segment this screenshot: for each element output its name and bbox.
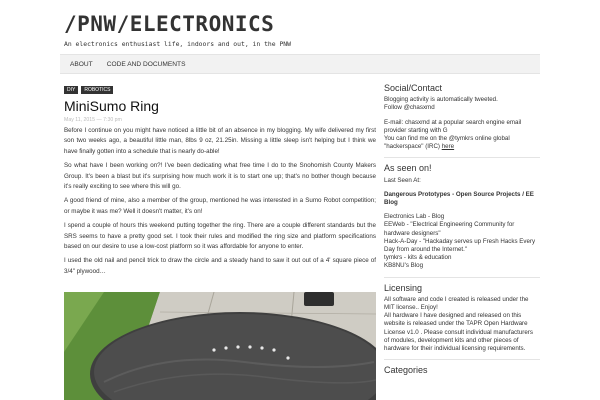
licensing-text: License v1.0 . Please consult individual manufacturers [384, 328, 533, 336]
post-photo-sumo-ring [64, 292, 376, 400]
sidebar [384, 84, 540, 378]
post-paragraph: I spend a couple of hours this weekend putting together the ring. There are a couple different standards but the SRS seems to have a pretty good set. I took their rules and modified the ring size and platform specifications based on our desire to use a low-cost platform so it was affordable for anyone to enter. [64, 222, 376, 251]
post-title[interactable]: MiniSumo Ring [64, 98, 159, 114]
licensing-text: website is released under the TAPR Open Hardware [384, 320, 528, 328]
irc-text: You can find me on the @tymkrs online global [384, 135, 510, 143]
site-tagline: An electronics enthusiast life, indoors and out, in the PNW [64, 40, 292, 48]
social-contact-widget [384, 96, 540, 151]
licensing-widget [384, 296, 540, 353]
licensing-text: All software and code I created is released under the [384, 295, 529, 303]
irc-text-cont: "hackerspace" (IRC) [384, 143, 440, 151]
divider [384, 157, 540, 158]
featured-link-dangerous-prototypes-cont[interactable]: Blog [384, 199, 398, 207]
categories-heading: Categories [384, 365, 428, 376]
social-tweet-note: Blogging activity is automatically tweeted. [384, 96, 498, 104]
seen-link-eeweb[interactable]: EEWeb - "Electrical Engineering Community for [384, 221, 515, 229]
as-seen-on-widget [384, 177, 540, 271]
licensing-text: All hardware I have designed and released on this [384, 312, 522, 320]
seen-link-kb8nu[interactable]: KB8NU's Blog [384, 262, 424, 270]
post-paragraph: So what have I been working on?! I've been dedicating what free time I do to the Snohomish County Makers Group. It's been a blast but it's surprising how much work it is to start one up; that's no bother though because it's really exciting to see where this will go. [64, 162, 376, 191]
licensing-text: hardware for their individual licensing requirements. [384, 345, 526, 353]
main-navigation [60, 54, 540, 74]
licensing-text: MIT license.. Enjoy! [384, 304, 438, 312]
post-tags [64, 86, 113, 94]
licensing-text: of modules, development kits and other pieces of [384, 336, 519, 344]
email-text: E-mail: chasxmd at a popular search engine email [384, 118, 522, 126]
post-paragraph: A good friend of mine, also a member of the group, mentioned he was interested in a Sumo Robot competition; or maybe it was me? Well it doesn't matter, it's on! [64, 197, 376, 215]
site-title[interactable]: /PNW/ELECTRONICS [64, 12, 275, 36]
seen-link-eeweb-cont: hardware designers" [384, 229, 441, 237]
last-seen-label: Last Seen At: [384, 176, 421, 184]
post-paragraph: Before I continue on you might have noticed a little bit of an absence in my blogging. My wife delivered my first son two weeks ago, a beautiful little man, 8lbs 9 oz, 21.25in. Missing a little sleep isn't helping but I think we have finally gotten into a schedule that is nearly do-able! [64, 127, 376, 155]
nav-item-code-and-documents[interactable]: CODE AND DOCUMENTS [106, 60, 186, 68]
twitter-follow-link[interactable]: Follow @chasxmd [384, 104, 435, 112]
email-text-cont: provider starting with G [384, 126, 448, 134]
seen-link-electronics-lab[interactable]: Electronics Lab - Blog [384, 213, 445, 221]
licensing-heading: Licensing [384, 282, 423, 293]
featured-link-dangerous-prototypes[interactable]: Dangerous Prototypes - Open Source Projects / EE [384, 190, 534, 198]
post-body [64, 126, 376, 281]
nav-item-about[interactable]: ABOUT [70, 60, 93, 68]
irc-here-link[interactable]: here [441, 143, 455, 151]
social-contact-heading: Social/Contact [384, 83, 443, 93]
seen-link-tymkrs[interactable]: tymkrs - kits & education [384, 254, 452, 262]
divider [384, 359, 540, 360]
seen-link-hackaday[interactable]: Hack-A-Day - "Hackaday serves up Fresh Hacks Every [384, 237, 536, 245]
post-date: May 11, 2015 — 7:30 pm [64, 117, 122, 123]
post-paragraph: I used the old nail and pencil trick to draw the circle and a steady hand to saw it out out of a 4' square piece of 3/4" plywood… [64, 257, 376, 275]
as-seen-on-heading: As seen on! [384, 163, 432, 174]
tag-robotics[interactable]: ROBOTICS [81, 86, 113, 94]
seen-link-hackaday-cont: Day from around the Internet." [384, 246, 468, 254]
divider [384, 277, 540, 278]
tag-diy[interactable]: DIY [64, 86, 78, 94]
